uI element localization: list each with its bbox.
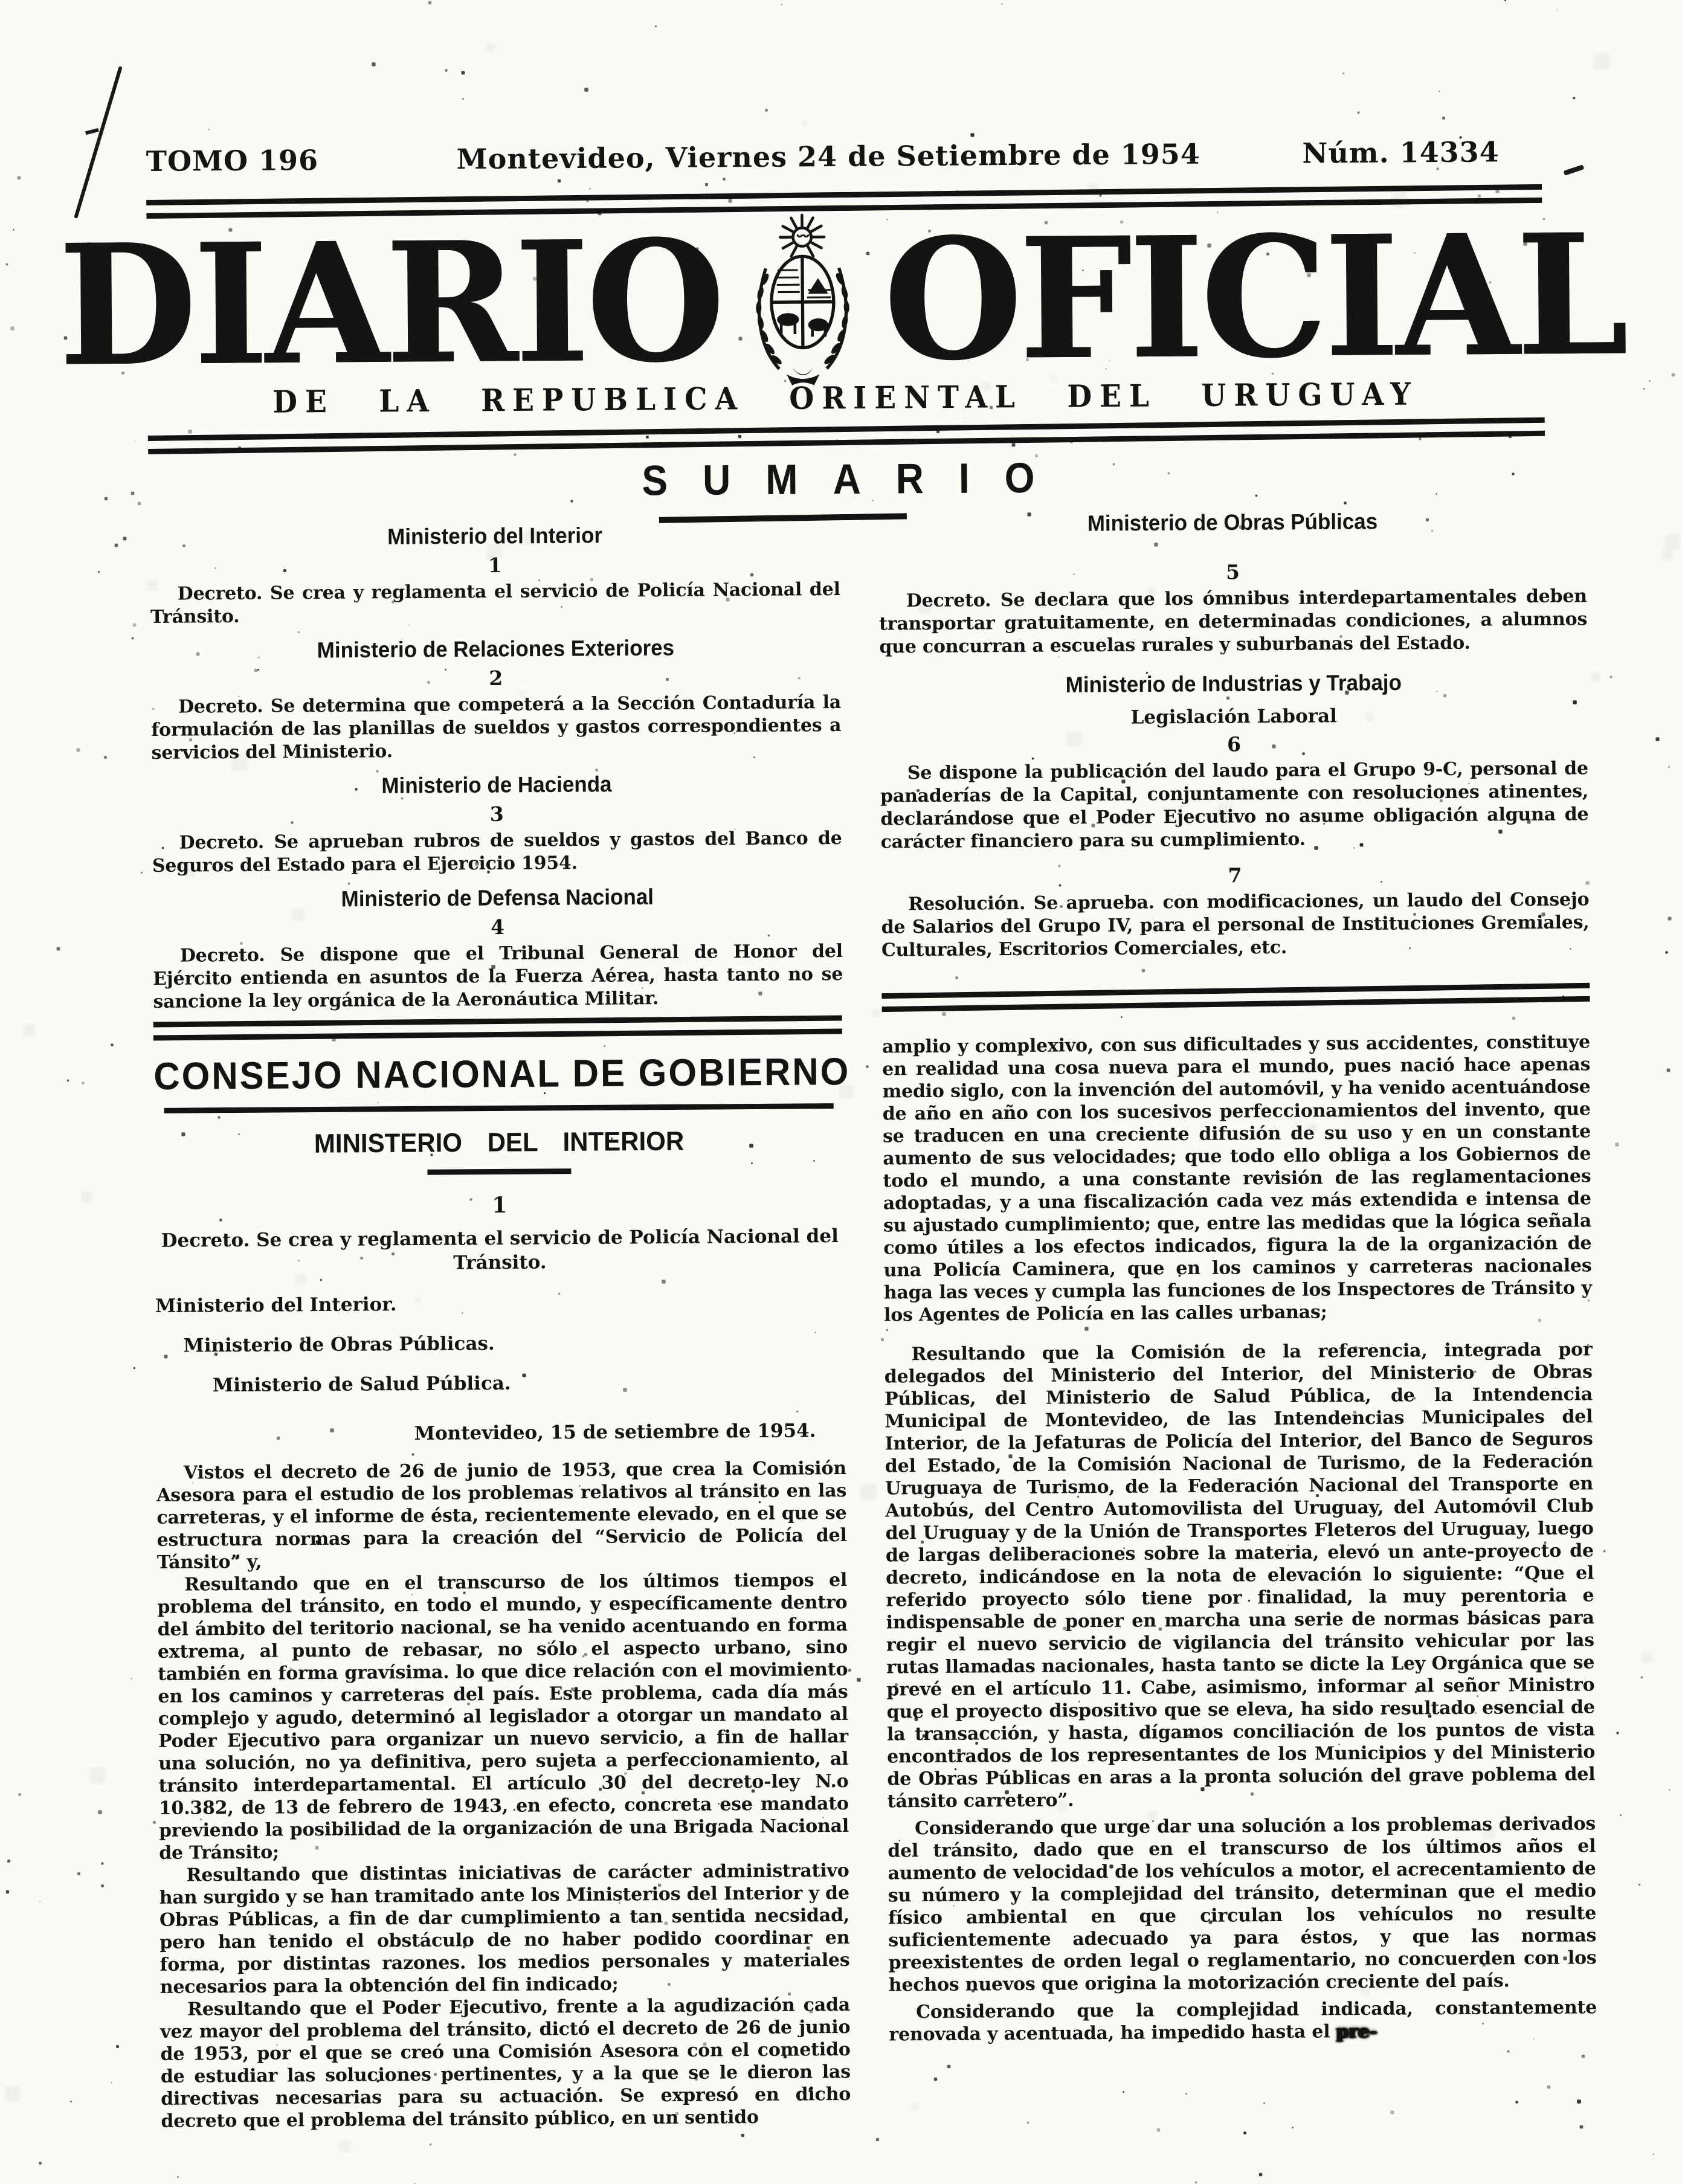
- body-paragraph: Resultando que la Comisión de la referencia, integrada por delegados del Ministerio del Interior, del Ministerio de Obras Públicas, del Ministerio de Salud Pública, de la Intendencia Municipal de Montevideo, de las Intendencias Municipales del Interior, de la Jefaturas de Policía del Interior, del Banco de Seguros del Estado, de la Comisión Nacional de Turismo, de la Federación Uruguaya de Turismo, de la Federación Nacional del Transporte en Autobús, del Centro Automovilista del Uruguay, del Automóvil Club del Uruguay y de la Unión de Transportes Fleteros del Uruguay, luego de largas deliberaciones sobre la materia, elevó un ante-proyecto de decreto, indicándose en la nota de elevación lo siguiente: “Que el referido proyecto sólo tiene por finalidad, la muy perentoria e indispensable de poner en marcha una serie de normas básicas para regir el nuevo servicio de vigilancia del tránsito vehicular por las rutas llamadas nacionales, hasta tanto se dicte la Ley Orgánica que se prevé en el artículo 11. Cabe, asimismo, informar al señor Ministro que el proyecto dispositivo que se eleva, ha sido resultado esencial de la transacción, y hasta, dígamos conciliación de los puntos de vista encontrados de los representantes de los Municipios y del Ministerio de Obras Públicas en aras a la pronta solución del grave poblema del tánsito carretero”.: [884, 1339, 1596, 1812]
- body-paragraph: amplio y complexivo, con sus dificultades y sus accidentes, constituye en realidad una cosa nueva para el mundo, pues nació hace apenas medio siglo, con la invención del automóvil, y ha venido acentuándose de año en año con los sucesivos perfeccionamientos del invento, que se traducen en una creciente difusión de su uso y en un constante aumento de sus velocidades; que todo ello obliga a los Gobiernos de todo el mundo, a una constante revisión de las reglamentaciones adoptadas, y a una fiscalización cada vez más extendida e intensa de su ajustado cumplimiento; que, entre las medidas que la lógica señala como útiles a los efectos indicados, figura la de la organización de una Policía Caminera, que en los caminos y carreteras nacionales haga las veces y cumpla las funciones de los Inspectores de Tránsito y los Agentes de Policía en las calles urbanas;: [881, 1031, 1592, 1326]
- sumario-item-number: 1: [488, 553, 503, 578]
- body-paragraph-text: Considerando que la complejidad indicada, constantemente renovada y acentuada, ha impedido hasta el: [889, 1997, 1597, 2046]
- sumario-item-text: Decreto. Se determina que competerá a la Sección Contaduría la formulación de las planillas de sueldos y gastos correspondientes a servicios del Ministerio.: [151, 691, 842, 764]
- sumario-left-column: [150, 522, 843, 1014]
- body-paragraph: Resultando que el Poder Ejecutivo, frente a la agudización cada vez mayor del problema del tránsito, dictó el decreto de 26 de junio de 1953, por el que se creó una Comisión Asesora con el cometido de estudiar las soluciones pertinentes, y a la que se le dieron las directivas necesarias para su actuación. Se expresó en dicho decreto que el problema del tránsito público, en un sentido: [160, 1994, 851, 2132]
- smudged-word: pre-: [1336, 2020, 1378, 2043]
- sumario-ministry-heading: Ministerio de Obras Públicas: [1087, 509, 1378, 536]
- decree-dateline: Montevideo, 15 de setiembre de 1954.: [414, 1420, 816, 1445]
- issue-number: Núm. 14334: [1302, 135, 1500, 170]
- sumario-item-number: 5: [1225, 560, 1240, 584]
- signing-ministry: Ministerio de Salud Pública.: [212, 1372, 511, 1397]
- sumario-ministry-heading: Ministerio de Industrias y Trabajo: [1065, 670, 1402, 698]
- signing-ministry: Ministerio de Obras Públicas.: [183, 1333, 495, 1357]
- sumario-item-number: 4: [490, 915, 505, 939]
- pen-stroke-mark: [74, 66, 123, 219]
- body-left-column: [153, 1016, 851, 2133]
- decree-title: Decreto. Se crea y reglamenta el servicio de Policía Nacional del Tránsito.: [161, 1225, 839, 1274]
- masthead-word-diario: DIARIO: [57, 203, 723, 404]
- sumario-subheading: Legislación Laboral: [1130, 705, 1338, 729]
- ministry-heading: MINISTERIO DEL INTERIOR: [314, 1126, 685, 1159]
- edition-dateline: Montevideo, Viernes 24 de Setiembre de 1954: [456, 137, 1201, 176]
- uruguay-coat-of-arms-icon: [738, 213, 867, 392]
- sumario-end-rule-left: [153, 1016, 842, 1041]
- sumario-item-number: 7: [1228, 863, 1242, 887]
- masthead-word-oficial: OFICIAL: [883, 197, 1626, 398]
- body-paragraph: Resultando que distintas iniciativas de carácter administrativo han surgido y se han tramitado ante los Ministerios del Interior y de Obras Públicas, a fin de dar cumplimiento a tan sentida necsidad, pero han tenido el obstáculo de no haber podido coordinar en forma, por distintas razones. los medios personales y materiales necesarios para la obtención del fin indicado;: [159, 1860, 850, 1998]
- page-header-row: [146, 135, 1500, 178]
- section-title-rule: [164, 1103, 834, 1113]
- sumario-item-text: Decreto. Se aprueban rubros de sueldos y gastos del Banco de Seguros del Estado para el Ejercicio 1954.: [152, 827, 842, 877]
- sumario-ministry-heading: Ministerio de Defensa Nacional: [341, 884, 654, 912]
- margin-scribble: [1564, 164, 1585, 175]
- sumario-title: SUMARIO: [642, 453, 1070, 504]
- sumario-end-rule-right: [881, 983, 1590, 1012]
- sumario-item-text: Decreto. Se dispone que el Tribunal General de Honor del Ejército entienda en asuntos de la Fuerza Aérea, hasta tanto no se sancione la ley orgánica de la Aeronáutica Militar.: [153, 940, 843, 1013]
- decree-number: 1: [492, 1192, 507, 1219]
- sumario-item-number: 2: [489, 666, 503, 691]
- sumario-item-text: Decreto. Se declara que los ómnibus interdepartamentales deben transportar gratuitamente, en determinadas condiciones, a alumnos que concurran a escuelas rurales y suburbanas del Estado.: [878, 585, 1588, 658]
- sumario-item-number: 3: [489, 802, 504, 826]
- body-paragraph: [889, 1996, 1597, 2046]
- sumario-ministry-heading: Ministerio de Relaciones Exteriores: [317, 635, 675, 663]
- tomo-label: TOMO 196: [146, 144, 319, 178]
- sumario-right-column: [878, 508, 1590, 962]
- sumario-ministry-heading: Ministerio del Interior: [387, 523, 603, 550]
- section-title: CONSEJO NACIONAL DE GOBIERNO: [153, 1049, 851, 1098]
- sumario-item-text: Resolución. Se aprueba. con modificaciones, un laudo del Consejo de Salarios del Grupo IV, para el personal de Instituciones Gremiales, Culturales, Escritorios Comerciales, etc.: [881, 889, 1590, 961]
- ministry-heading-rule: [427, 1168, 571, 1175]
- sumario-item-text: Decreto. Se crea y reglamenta el servicio de Policía Nacional del Tránsito.: [150, 578, 840, 628]
- body-paragraph: Resultando que en el transcurso de los últimos tiempos el problema del tránsito, en todo el mundo, y específicamente dentro del ámbito del teritorio nacional, se ha venido acentuando en forma extrema, al punto de rebasar, no sólo el aspecto urbano, sino también en forma gravísima. lo que dice relación con el movimiento en los caminos y carreteras del país. Este problema, cada día más complejo y agudo, determinó al legislador a otorgar un mandato al Poder Ejecutivo para organizar un nuevo servicio, a fin de hallar una solución, no ya definitiva, pero sujeta a perfeccionamiento, al tránsito interdepartamental. El artículo 30 del decreto-ley N.o 10.382, de 13 de febrero de 1943, en efecto, concreta ese mandato previendo la posibilidad de la organización de una Brigada Nacional de Tránsito;: [157, 1569, 849, 1864]
- body-right-column: [881, 985, 1597, 2046]
- body-paragraph: Vistos el decreto de 26 de junio de 1953, que crea la Comisión Asesora para el estudio de los problemas relativos al tránsito en las carreteras, y el informe de ésta, recientemente elevado, en el que se estructura normas para la creación del “Servicio de Policía del Tánsito” y,: [156, 1457, 847, 1573]
- sumario-ministry-heading: Ministerio de Hacienda: [381, 771, 612, 799]
- paper-noise: [0, 0, 1, 1]
- sumario-item-text: Se dispone la publicación del laudo para el Grupo 9-C, personal de panaderías de la Capital, conjuntamente con resoluciones atinentes, declarándose que el Poder Ejecutivo no asume obligación alguna de carácter financiero para su cumplimiento.: [880, 758, 1589, 853]
- body-paragraph: Considerando que urge dar una solución a los problemas derivados del tránsito, dado que en el transcurso de los últimos años el aumento de velocidad de los vehículos a motor, el acrecentamiento de su número y la complejidad del tránsito, determinan que el medio físico ambiental en que circulan los vehículos no resulte suficientemente adecuado ya para éstos, y que las normas preexistentes de orden legal o reglamentario, no concuerden con los hechos nuevos que origina la motorización creciente del país.: [888, 1813, 1597, 1996]
- signing-ministry: Ministerio del Interior.: [155, 1293, 397, 1317]
- masthead-subtitle: DE LA REPUBLICA ORIENTAL DEL URUGUAY: [272, 376, 1419, 420]
- sumario-item-number: 6: [1226, 732, 1242, 756]
- subtitle-divider-rule: [148, 417, 1545, 454]
- pen-tick-mark: [85, 128, 99, 135]
